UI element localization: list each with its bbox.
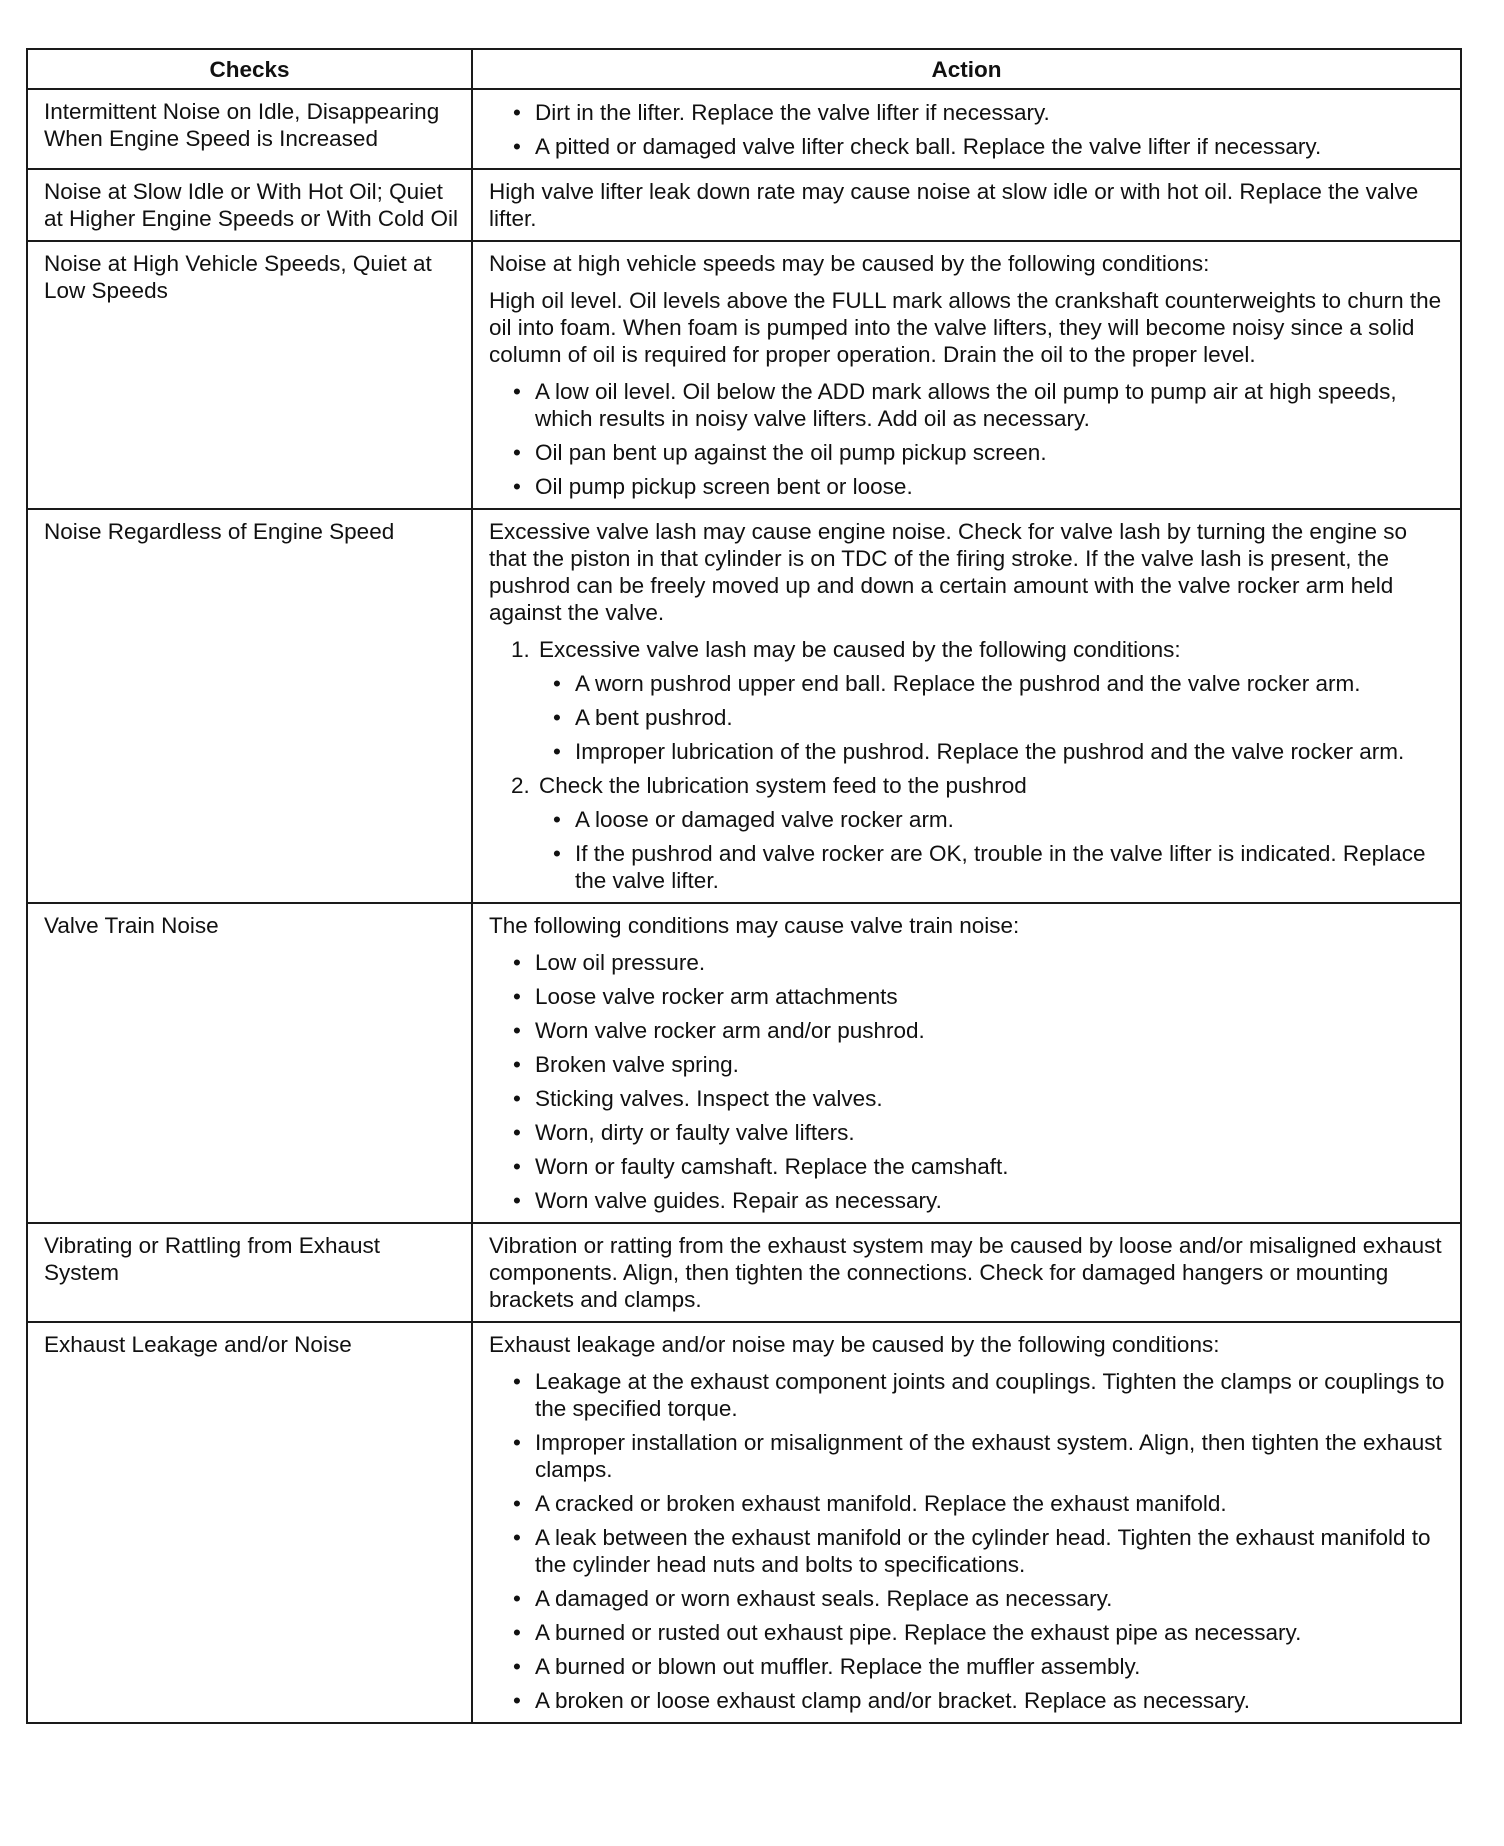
check-cell: Vibrating or Rattling from Exhaust System (27, 1223, 472, 1322)
check-cell: Valve Train Noise (27, 903, 472, 1223)
list-item: • Worn valve guides. Repair as necessary. (511, 1187, 1448, 1214)
table-row (27, 903, 1461, 1223)
table-row (27, 509, 1461, 903)
list-item: • A broken or loose exhaust clamp and/or bracket. Replace as necessary. (511, 1687, 1448, 1714)
bullet-list (489, 378, 1448, 500)
list-item: • A low oil level. Oil below the ADD mark allows the oil pump to pump air at high speeds, which results in noisy valve lifters. Add oil as necessary. (511, 378, 1448, 432)
action-text: Noise at high vehicle speeds may be caused by the following conditions: (489, 251, 1210, 276)
list-item: • Oil pan bent up against the oil pump pickup screen. (511, 439, 1448, 466)
action-cell (472, 241, 1461, 509)
list-item: • Sticking valves. Inspect the valves. (511, 1085, 1448, 1112)
check-cell: Intermittent Noise on Idle, Disappearing When Engine Speed is Increased (27, 89, 472, 169)
bullet-list (489, 949, 1448, 1214)
table-row (27, 241, 1461, 509)
list-item: • Improper lubrication of the pushrod. Replace the pushrod and the valve rocker arm. (551, 738, 1448, 765)
action-text: High valve lifter leak down rate may cause noise at slow idle or with hot oil. Replace the valve lifter. (489, 179, 1419, 231)
check-cell: Noise at Slow Idle or With Hot Oil; Quiet at Higher Engine Speeds or With Cold Oil (27, 169, 472, 241)
list-item: • A bent pushrod. (551, 704, 1448, 731)
list-item: • Leakage at the exhaust component joints and couplings. Tighten the clamps or couplings to the specified torque. (511, 1368, 1448, 1422)
list-item: • A cracked or broken exhaust manifold. Replace the exhaust manifold. (511, 1490, 1448, 1517)
action-text: Exhaust leakage and/or noise may be caused by the following conditions: (489, 1332, 1220, 1357)
table-row (27, 1223, 1461, 1322)
item-number: 2. (511, 773, 530, 798)
action-cell (472, 903, 1461, 1223)
checks-header: Checks (27, 49, 472, 89)
action-cell (472, 1322, 1461, 1723)
list-item: • Loose valve rocker arm attachments (511, 983, 1448, 1010)
numbered-text: Excessive valve lash may be caused by the following conditions: (539, 637, 1181, 662)
list-item: • Worn valve rocker arm and/or pushrod. (511, 1017, 1448, 1044)
numbered-list (489, 636, 1448, 894)
numbered-item (511, 636, 1448, 765)
action-text: Vibration or ratting from the exhaust system may be caused by loose and/or misaligned exhaust components. Align, then tighten the connections. Check for damaged hangers or mounting brackets and clamps. (489, 1233, 1442, 1312)
list-item: • Broken valve spring. (511, 1051, 1448, 1078)
bullet-list (489, 99, 1448, 160)
list-item: • A burned or blown out muffler. Replace the muffler assembly. (511, 1653, 1448, 1680)
bullet-list (511, 806, 1448, 894)
list-item: • A worn pushrod upper end ball. Replace the pushrod and the valve rocker arm. (551, 670, 1448, 697)
list-item: • A burned or rusted out exhaust pipe. Replace the exhaust pipe as necessary. (511, 1619, 1448, 1646)
diagnosis-table (26, 48, 1462, 1724)
list-item: • A damaged or worn exhaust seals. Replace as necessary. (511, 1585, 1448, 1612)
table-row (27, 89, 1461, 169)
numbered-text: Check the lubrication system feed to the pushrod (539, 773, 1027, 798)
table-row (27, 169, 1461, 241)
check-cell: Noise at High Vehicle Speeds, Quiet at Low Speeds (27, 241, 472, 509)
list-item: • Worn, dirty or faulty valve lifters. (511, 1119, 1448, 1146)
action-text: The following conditions may cause valve train noise: (489, 913, 1020, 938)
list-item: • A leak between the exhaust manifold or the cylinder head. Tighten the exhaust manifold to the cylinder head nuts and bolts to specifications. (511, 1524, 1448, 1578)
list-item: • If the pushrod and valve rocker are OK, trouble in the valve lifter is indicated. Replace the valve lifter. (551, 840, 1448, 894)
bullet-list (511, 670, 1448, 765)
list-item: • Oil pump pickup screen bent or loose. (511, 473, 1448, 500)
list-item: • Low oil pressure. (511, 949, 1448, 976)
table-row (27, 1322, 1461, 1723)
table-body (27, 89, 1461, 1723)
list-item: • A pitted or damaged valve lifter check ball. Replace the valve lifter if necessary. (511, 133, 1448, 160)
item-number: 1. (511, 637, 530, 662)
header-row (27, 49, 1461, 89)
list-item: • Worn or faulty camshaft. Replace the camshaft. (511, 1153, 1448, 1180)
action-header: Action (472, 49, 1461, 89)
list-item: • Improper installation or misalignment of the exhaust system. Align, then tighten the exhaust clamps. (511, 1429, 1448, 1483)
list-item: • A loose or damaged valve rocker arm. (551, 806, 1448, 833)
list-item: • Dirt in the lifter. Replace the valve lifter if necessary. (511, 99, 1448, 126)
action-text: Excessive valve lash may cause engine noise. Check for valve lash by turning the engine so that the piston in that cylinder is on TDC of the firing stroke. If the valve lash is present, the pushrod can be freely moved up and down a certain amount with the valve rocker arm held against the valve. (489, 519, 1408, 625)
numbered-item (511, 772, 1448, 894)
action-text: High oil level. Oil levels above the FULL mark allows the crankshaft counterweights to churn the oil into foam. When foam is pumped into the valve lifters, they will become noisy since a solid column of oil is required for proper operation. Drain the oil to the proper level. (489, 288, 1442, 367)
check-cell: Exhaust Leakage and/or Noise (27, 1322, 472, 1723)
bullet-list (489, 1368, 1448, 1714)
action-cell (472, 89, 1461, 169)
action-cell (472, 1223, 1461, 1322)
action-cell (472, 169, 1461, 241)
check-cell: Noise Regardless of Engine Speed (27, 509, 472, 903)
action-cell (472, 509, 1461, 903)
